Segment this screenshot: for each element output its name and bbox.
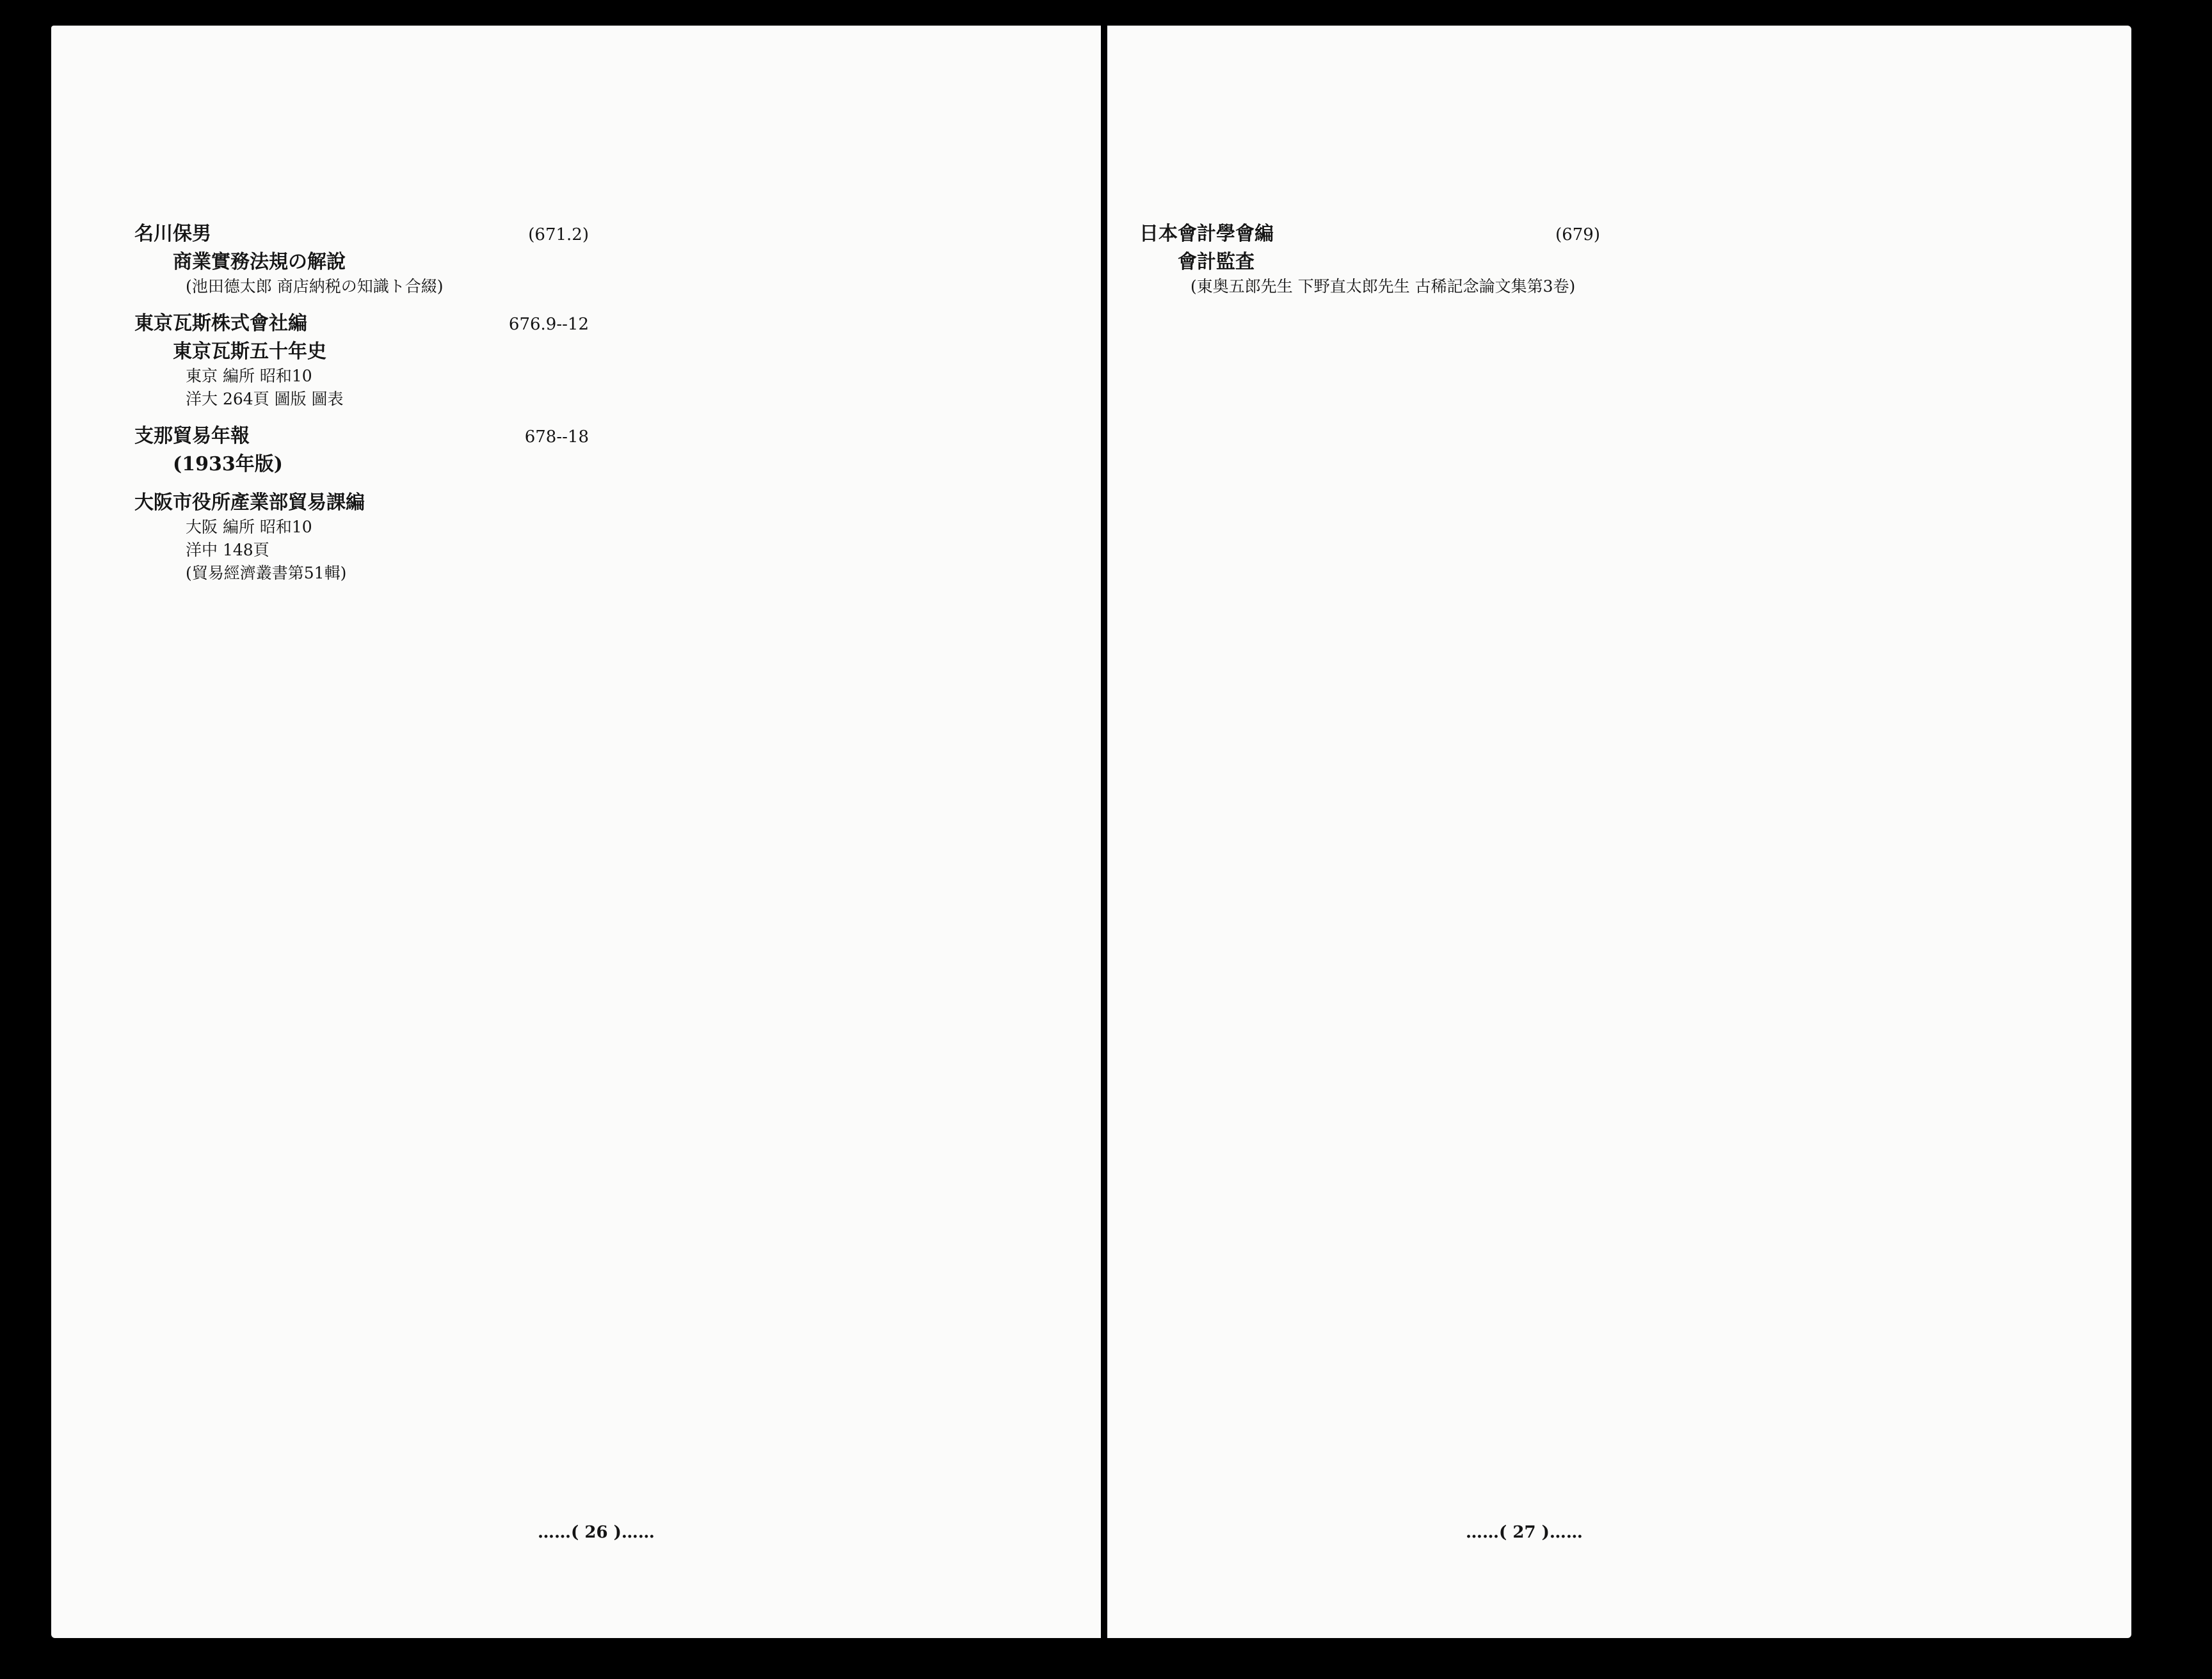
entry-detail: 東京 編所 昭和10 [186, 367, 312, 385]
entry-title: (1933年版) [173, 453, 283, 475]
entry-detail: 大阪 編所 昭和10 [186, 518, 312, 536]
entry-class-number: 678--18 [524, 427, 589, 447]
entry-detail: (貿易經濟叢書第51輯) [186, 564, 347, 582]
entry-class-number: 676.9--12 [508, 315, 589, 334]
entry-class-number: (679) [1555, 225, 1600, 244]
right-column-1 [1139, 218, 1600, 307]
page-number: ……( 27 )…… [1466, 1523, 1583, 1542]
catalog-entry [134, 420, 589, 476]
catalog-entry [134, 218, 589, 297]
right-page [1107, 26, 2131, 1638]
catalog-entry [1139, 218, 1600, 297]
entry-title: 商業實務法規の解說 [173, 251, 346, 273]
entry-detail: 洋大 264頁 圖版 圖表 [186, 390, 344, 408]
left-page [51, 26, 1101, 1638]
page-number: ……( 26 )…… [538, 1523, 655, 1542]
entry-author: 支那貿易年報 [134, 425, 250, 447]
entry-class-number: (671.2) [528, 225, 589, 244]
entry-author: 日本會計學會編 [1139, 223, 1274, 245]
entry-author: 名川保男 [134, 223, 211, 245]
entry-detail: (池田德太郎 商店納税の知識ト合綴) [186, 277, 444, 296]
entry-author: 大阪市役所產業部貿易課編 [134, 491, 365, 514]
entry-detail: 洋中 148頁 [186, 541, 269, 559]
left-column-1 [134, 218, 589, 594]
entry-author: 東京瓦斯株式會社編 [134, 312, 307, 335]
entry-detail: (東奥五郎先生 下野直太郎先生 古稀記念論文集第3卷) [1190, 277, 1576, 296]
catalog-entry [134, 486, 589, 584]
entry-title: 東京瓦斯五十年史 [173, 340, 326, 363]
catalog-entry [134, 307, 589, 410]
entry-title: 會計監査 [1178, 251, 1254, 273]
